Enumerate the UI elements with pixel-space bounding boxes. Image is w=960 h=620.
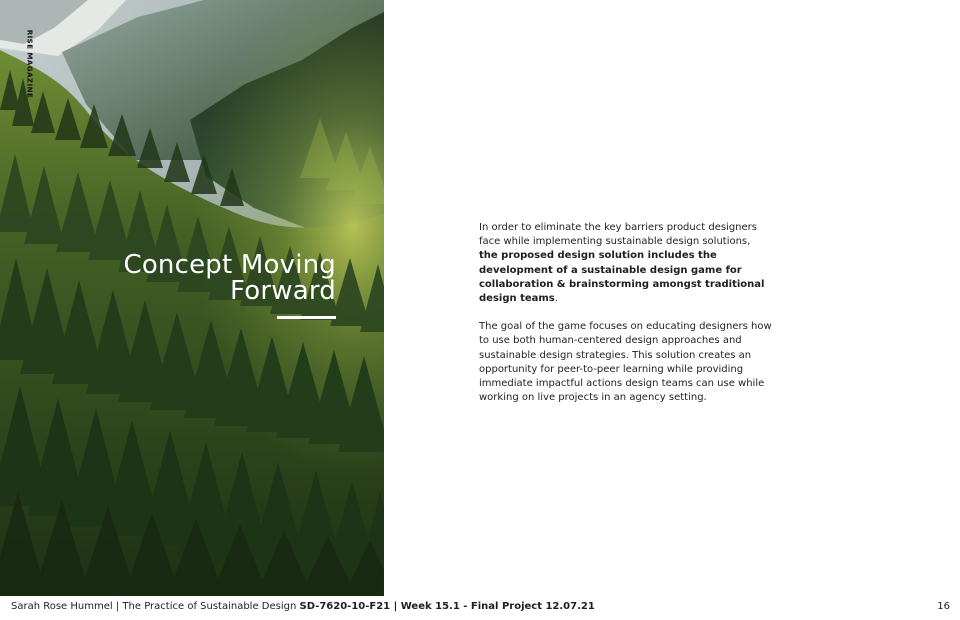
forest-photo bbox=[0, 0, 384, 596]
footer-course-code: SD-7620-10-F21 | Week 15.1 - Final Project 12.07.21 bbox=[299, 601, 595, 612]
footer-separator: | bbox=[115, 601, 120, 612]
body-paragraph-intro bbox=[479, 221, 781, 306]
page-footer bbox=[11, 600, 950, 614]
page-title: Concept Moving Forward bbox=[123, 250, 336, 306]
intro-trailing-text: . bbox=[554, 293, 558, 305]
footer-author: Sarah Rose Hummel bbox=[11, 601, 113, 612]
body-paragraph-goal: The goal of the game focuses on educating designers how to use both human-centered design approaches and sustainable design strategies. This solution creates an opportunity for peer-to-peer learning while providing immediate impactful actions design teams can use while working on live projects in an agency setting. bbox=[479, 321, 772, 404]
slide-body bbox=[479, 221, 781, 405]
vertical-logo bbox=[22, 26, 36, 102]
logo-text: RISE MAGAZINE bbox=[25, 29, 33, 99]
intro-text: In order to eliminate the key barriers product designers face while implementing sustainable design solutions, bbox=[479, 222, 757, 248]
footer-course-name: The Practice of Sustainable Design bbox=[122, 601, 297, 612]
page-number: 16 bbox=[937, 601, 950, 612]
title-underline bbox=[277, 316, 336, 319]
intro-bold-text: the proposed design solution includes the development of a sustainable design game for collaboration & brainstorming amongst traditional design teams bbox=[479, 250, 765, 305]
